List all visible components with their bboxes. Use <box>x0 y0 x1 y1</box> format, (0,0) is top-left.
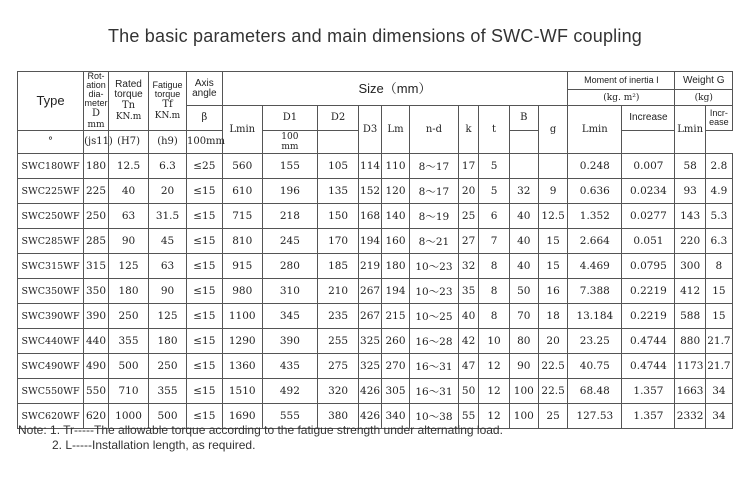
table-cell: ≤15 <box>186 404 222 429</box>
table-cell: 18 <box>538 304 567 329</box>
table-cell: 215 <box>381 304 409 329</box>
table-cell: 170 <box>318 229 359 254</box>
table-cell: ≤15 <box>186 229 222 254</box>
table-cell: 63 <box>108 204 148 229</box>
table-cell: 390 <box>262 329 317 354</box>
table-cell: 100 <box>509 404 538 429</box>
table-cell: 1100 <box>222 304 262 329</box>
col-header-lm: Lm <box>381 106 409 154</box>
axis-angle-symbol: β <box>186 106 222 131</box>
table-cell: 6.3 <box>705 229 732 254</box>
table-cell: 13.184 <box>568 304 622 329</box>
col-header-t: t <box>479 106 509 154</box>
table-cell: 10～25 <box>410 304 459 329</box>
table-cell: 560 <box>222 154 262 179</box>
table-row <box>18 179 733 204</box>
table-cell: 40 <box>509 204 538 229</box>
table-cell: 345 <box>262 304 317 329</box>
table-cell: 0.636 <box>568 179 622 204</box>
table-row <box>18 329 733 354</box>
table-cell: 70 <box>509 304 538 329</box>
table-cell: 267 <box>359 279 382 304</box>
table-cell: 152 <box>359 179 382 204</box>
table-cell: 0.007 <box>622 154 675 179</box>
table-cell: 42 <box>458 329 479 354</box>
table-cell: 127.53 <box>568 404 622 429</box>
type-cell: SWC225WF <box>18 179 84 204</box>
table-cell: 7.388 <box>568 279 622 304</box>
col-header-weight-increase: Incr- ease <box>705 106 732 131</box>
table-cell: 0.0795 <box>622 254 675 279</box>
table-cell: 90 <box>509 354 538 379</box>
table-cell: 50 <box>509 279 538 304</box>
table-cell: 225 <box>84 179 109 204</box>
table-cell: 0.4744 <box>622 329 675 354</box>
table-cell: 155 <box>262 154 317 179</box>
table-cell: 110 <box>381 154 409 179</box>
table-cell: 610 <box>222 179 262 204</box>
table-cell: 350 <box>84 279 109 304</box>
table-cell: 5 <box>479 154 509 179</box>
table-cell: 40 <box>458 304 479 329</box>
table-cell: 68.48 <box>568 379 622 404</box>
table-cell: 0.2219 <box>622 279 675 304</box>
table-cell: 150 <box>318 204 359 229</box>
col-header-rotation-diameter: Rot- ation dia- meter D mm <box>84 71 108 130</box>
col-header-fatigue-torque: Fatigue torque Tf KN.m <box>149 72 187 131</box>
table-cell: 114 <box>359 154 382 179</box>
table-cell: 0.4744 <box>622 354 675 379</box>
table-cell: 492 <box>262 379 317 404</box>
d1-fit: (js11) <box>84 131 109 154</box>
table-cell: 315 <box>84 254 109 279</box>
table-cell: 8～17 <box>410 179 459 204</box>
table-cell: 180 <box>108 279 148 304</box>
col-header-b: B <box>509 106 538 131</box>
table-cell: 63 <box>149 254 187 279</box>
col-header-d3: D3 <box>359 106 382 154</box>
table-cell: 12 <box>479 379 509 404</box>
table-cell: 58 <box>675 154 705 179</box>
table-cell <box>509 154 538 179</box>
table-cell: 435 <box>262 354 317 379</box>
table-cell: 180 <box>84 154 109 179</box>
weight-unit: (kg) <box>675 90 733 106</box>
table-cell: 980 <box>222 279 262 304</box>
table-cell: 12.5 <box>538 204 567 229</box>
table-cell: 50 <box>458 379 479 404</box>
table-cell: 280 <box>262 254 317 279</box>
table-cell: 915 <box>222 254 262 279</box>
table-cell: 1510 <box>222 379 262 404</box>
table-cell: 15 <box>538 254 567 279</box>
table-cell: 2.8 <box>705 154 732 179</box>
table-cell: 235 <box>318 304 359 329</box>
table-cell: 7 <box>479 229 509 254</box>
table-cell: 8～21 <box>410 229 459 254</box>
table-cell: 555 <box>262 404 317 429</box>
table-cell: 6.3 <box>149 154 187 179</box>
table-cell: 320 <box>318 379 359 404</box>
table-cell: 710 <box>108 379 148 404</box>
col-header-k: k <box>458 106 479 154</box>
type-cell: SWC440WF <box>18 329 84 354</box>
table-row <box>18 354 733 379</box>
table-cell: 1360 <box>222 354 262 379</box>
col-header-moi-lmin: Lmin <box>568 106 622 154</box>
table-cell: 10～23 <box>410 279 459 304</box>
type-cell: SWC550WF <box>18 379 84 404</box>
table-cell: 16 <box>538 279 567 304</box>
table-cell: ≤15 <box>186 179 222 204</box>
table-cell: 270 <box>381 354 409 379</box>
table-cell: 90 <box>149 279 187 304</box>
table-cell: 93 <box>675 179 705 204</box>
table-cell: 32 <box>509 179 538 204</box>
table-cell: 810 <box>222 229 262 254</box>
table-cell: 6 <box>479 204 509 229</box>
col-header-g: g <box>538 106 567 154</box>
col-header-type: Type <box>18 72 84 131</box>
table-cell: 80 <box>509 329 538 354</box>
table-cell <box>538 154 567 179</box>
table-cell: 1000 <box>108 404 148 429</box>
table-cell: 426 <box>359 379 382 404</box>
table-cell: 12 <box>479 354 509 379</box>
table-cell: 21.7 <box>705 354 732 379</box>
table-cell: 4.469 <box>568 254 622 279</box>
b-fit: (h9) <box>149 131 187 154</box>
col-header-moment-of-inertia: Moment of inertia I <box>568 72 675 90</box>
table-cell: 22.5 <box>538 379 567 404</box>
table-cell: 105 <box>318 154 359 179</box>
table-cell: 4.9 <box>705 179 732 204</box>
table-cell: 325 <box>359 329 382 354</box>
table-cell: ≤15 <box>186 329 222 354</box>
col-header-axis-angle: Axis angle <box>186 72 222 106</box>
moi-unit: (kg. m²) <box>568 90 675 106</box>
table-cell: 255 <box>318 329 359 354</box>
table-cell: 34 <box>705 404 732 429</box>
table-cell: 300 <box>675 254 705 279</box>
table-cell: 880 <box>675 329 705 354</box>
table-cell: 355 <box>108 329 148 354</box>
table-cell: 550 <box>84 379 109 404</box>
table-cell: 20 <box>458 179 479 204</box>
table-cell: 8 <box>479 279 509 304</box>
table-cell: 1663 <box>675 379 705 404</box>
table-cell: 100 <box>509 379 538 404</box>
table-cell: 16～31 <box>410 354 459 379</box>
table-cell: 10～23 <box>410 254 459 279</box>
table-body <box>18 154 733 429</box>
table-cell: 1.357 <box>622 404 675 429</box>
col-header-d1: D1 <box>262 106 317 131</box>
table-cell: ≤25 <box>186 154 222 179</box>
table-cell: 390 <box>84 304 109 329</box>
table-cell: ≤15 <box>186 254 222 279</box>
table-cell: 20 <box>538 329 567 354</box>
table-row <box>18 229 733 254</box>
table-cell: 5 <box>479 179 509 204</box>
table-cell: 125 <box>108 254 148 279</box>
table-cell: 21.7 <box>705 329 732 354</box>
page-title: The basic parameters and main dimensions of SWC-WF coupling <box>107 26 642 46</box>
table-cell: 5.3 <box>705 204 732 229</box>
table-cell: 285 <box>84 229 109 254</box>
table-cell: 143 <box>675 204 705 229</box>
table-cell: 325 <box>359 354 382 379</box>
table-cell: 250 <box>149 354 187 379</box>
table-row <box>18 379 733 404</box>
table-cell: 0.0234 <box>622 179 675 204</box>
table-cell: 275 <box>318 354 359 379</box>
table-cell: 16～31 <box>410 379 459 404</box>
table-cell: 500 <box>108 354 148 379</box>
table-cell: 15 <box>705 279 732 304</box>
table-cell: 23.25 <box>568 329 622 354</box>
table-cell: 620 <box>84 404 109 429</box>
table-cell: 47 <box>458 354 479 379</box>
table-cell: 9 <box>538 179 567 204</box>
table-cell: 90 <box>108 229 148 254</box>
table-cell: 0.051 <box>622 229 675 254</box>
table-cell: 40 <box>108 179 148 204</box>
table-row <box>18 254 733 279</box>
table-cell: 120 <box>381 179 409 204</box>
table-cell: 125 <box>149 304 187 329</box>
col-header-lmin: Lmin <box>222 106 262 154</box>
table-cell: 2.664 <box>568 229 622 254</box>
table-cell: 45 <box>149 229 187 254</box>
table-cell: ≤15 <box>186 379 222 404</box>
col-header-rated-torque: Rated torque Tn KN.m <box>108 72 148 131</box>
moi-increase-unit: 100mm <box>186 131 222 154</box>
table-cell: 194 <box>359 229 382 254</box>
coupling-spec-table <box>17 71 733 429</box>
table-cell: 267 <box>359 304 382 329</box>
col-header-d2: D2 <box>318 106 359 131</box>
table-cell: 196 <box>262 179 317 204</box>
table-cell: 35 <box>458 279 479 304</box>
table-cell: 15 <box>705 304 732 329</box>
table-cell: 32 <box>458 254 479 279</box>
table-cell: 15 <box>538 229 567 254</box>
table-cell: 194 <box>381 279 409 304</box>
table-cell: 260 <box>381 329 409 354</box>
table-cell: 17 <box>458 154 479 179</box>
type-cell: SWC285WF <box>18 229 84 254</box>
table-cell: 1290 <box>222 329 262 354</box>
table-cell: 490 <box>84 354 109 379</box>
table-cell: 180 <box>381 254 409 279</box>
table-row <box>18 304 733 329</box>
table-cell: 20 <box>149 179 187 204</box>
table-cell: 1690 <box>222 404 262 429</box>
col-header-weight: Weight G <box>675 72 733 90</box>
type-cell: SWC350WF <box>18 279 84 304</box>
table-cell: 210 <box>318 279 359 304</box>
table-cell: 340 <box>381 404 409 429</box>
table-cell: 40 <box>509 254 538 279</box>
table-cell: 426 <box>359 404 382 429</box>
table-cell: 40.75 <box>568 354 622 379</box>
table-cell: 440 <box>84 329 109 354</box>
table-cell: 185 <box>318 254 359 279</box>
table-cell: 180 <box>149 329 187 354</box>
table-cell: 10 <box>479 329 509 354</box>
table-cell: 0.2219 <box>622 304 675 329</box>
table-cell: 22.5 <box>538 354 567 379</box>
table-cell: 310 <box>262 279 317 304</box>
table-cell: 2332 <box>675 404 705 429</box>
col-header-moi-increase: Increase <box>622 106 675 131</box>
type-cell: SWC180WF <box>18 154 84 179</box>
table-cell: 8 <box>479 304 509 329</box>
table-cell: ≤15 <box>186 304 222 329</box>
table-cell: 40 <box>509 229 538 254</box>
table-cell: 220 <box>675 229 705 254</box>
type-cell: SWC490WF <box>18 354 84 379</box>
table-cell: 8 <box>479 254 509 279</box>
table-cell: 715 <box>222 204 262 229</box>
note-1: Note: 1. Tr-----The allowable torque according to the fatigue strength under alternating load. <box>18 423 503 437</box>
table-cell: 25 <box>538 404 567 429</box>
table-cell: ≤15 <box>186 279 222 304</box>
table-cell: 250 <box>84 204 109 229</box>
col-header-nd: n-d <box>410 106 459 154</box>
type-cell: SWC250WF <box>18 204 84 229</box>
type-cell: SWC390WF <box>18 304 84 329</box>
table-cell: ≤15 <box>186 204 222 229</box>
table-cell: 34 <box>705 379 732 404</box>
table-cell: 412 <box>675 279 705 304</box>
col-header-size: Size（mm） <box>222 72 568 106</box>
table-cell: 1.352 <box>568 204 622 229</box>
notes <box>18 423 503 453</box>
table-cell: 135 <box>318 179 359 204</box>
col-header-weight-lmin: Lmin <box>675 106 705 154</box>
table-cell: 0.248 <box>568 154 622 179</box>
type-cell: SWC315WF <box>18 254 84 279</box>
table-row <box>18 279 733 304</box>
table-cell: 1173 <box>675 354 705 379</box>
table-cell: 0.0277 <box>622 204 675 229</box>
table-cell: 500 <box>149 404 187 429</box>
table-cell: 16～28 <box>410 329 459 354</box>
table-cell: 55 <box>458 404 479 429</box>
table-cell: ≤15 <box>186 354 222 379</box>
table-cell: 140 <box>381 204 409 229</box>
axis-angle-unit: ° <box>18 131 84 154</box>
note-2: 2. L-----Installation length, as required. <box>52 438 256 452</box>
weight-increase-unit: 100 mm <box>262 131 317 154</box>
table-row <box>18 204 733 229</box>
table-cell: 168 <box>359 204 382 229</box>
type-cell: SWC620WF <box>18 404 84 429</box>
table-cell: 218 <box>262 204 317 229</box>
table-cell: 8 <box>705 254 732 279</box>
table-cell: 8～17 <box>410 154 459 179</box>
table-cell: 355 <box>149 379 187 404</box>
table-cell: 1.357 <box>622 379 675 404</box>
table-cell: 380 <box>318 404 359 429</box>
table-cell: 245 <box>262 229 317 254</box>
table-cell: 305 <box>381 379 409 404</box>
table-row <box>18 154 733 179</box>
table-cell: 219 <box>359 254 382 279</box>
table-cell: 12.5 <box>108 154 148 179</box>
table-cell: 588 <box>675 304 705 329</box>
table-cell: 8～19 <box>410 204 459 229</box>
d2-fit: (H7) <box>108 131 148 154</box>
table-cell: 12 <box>479 404 509 429</box>
table-cell: 250 <box>108 304 148 329</box>
table-cell: 31.5 <box>149 204 187 229</box>
table-cell: 10～38 <box>410 404 459 429</box>
table-cell: 160 <box>381 229 409 254</box>
table-cell: 25 <box>458 204 479 229</box>
table-cell: 27 <box>458 229 479 254</box>
